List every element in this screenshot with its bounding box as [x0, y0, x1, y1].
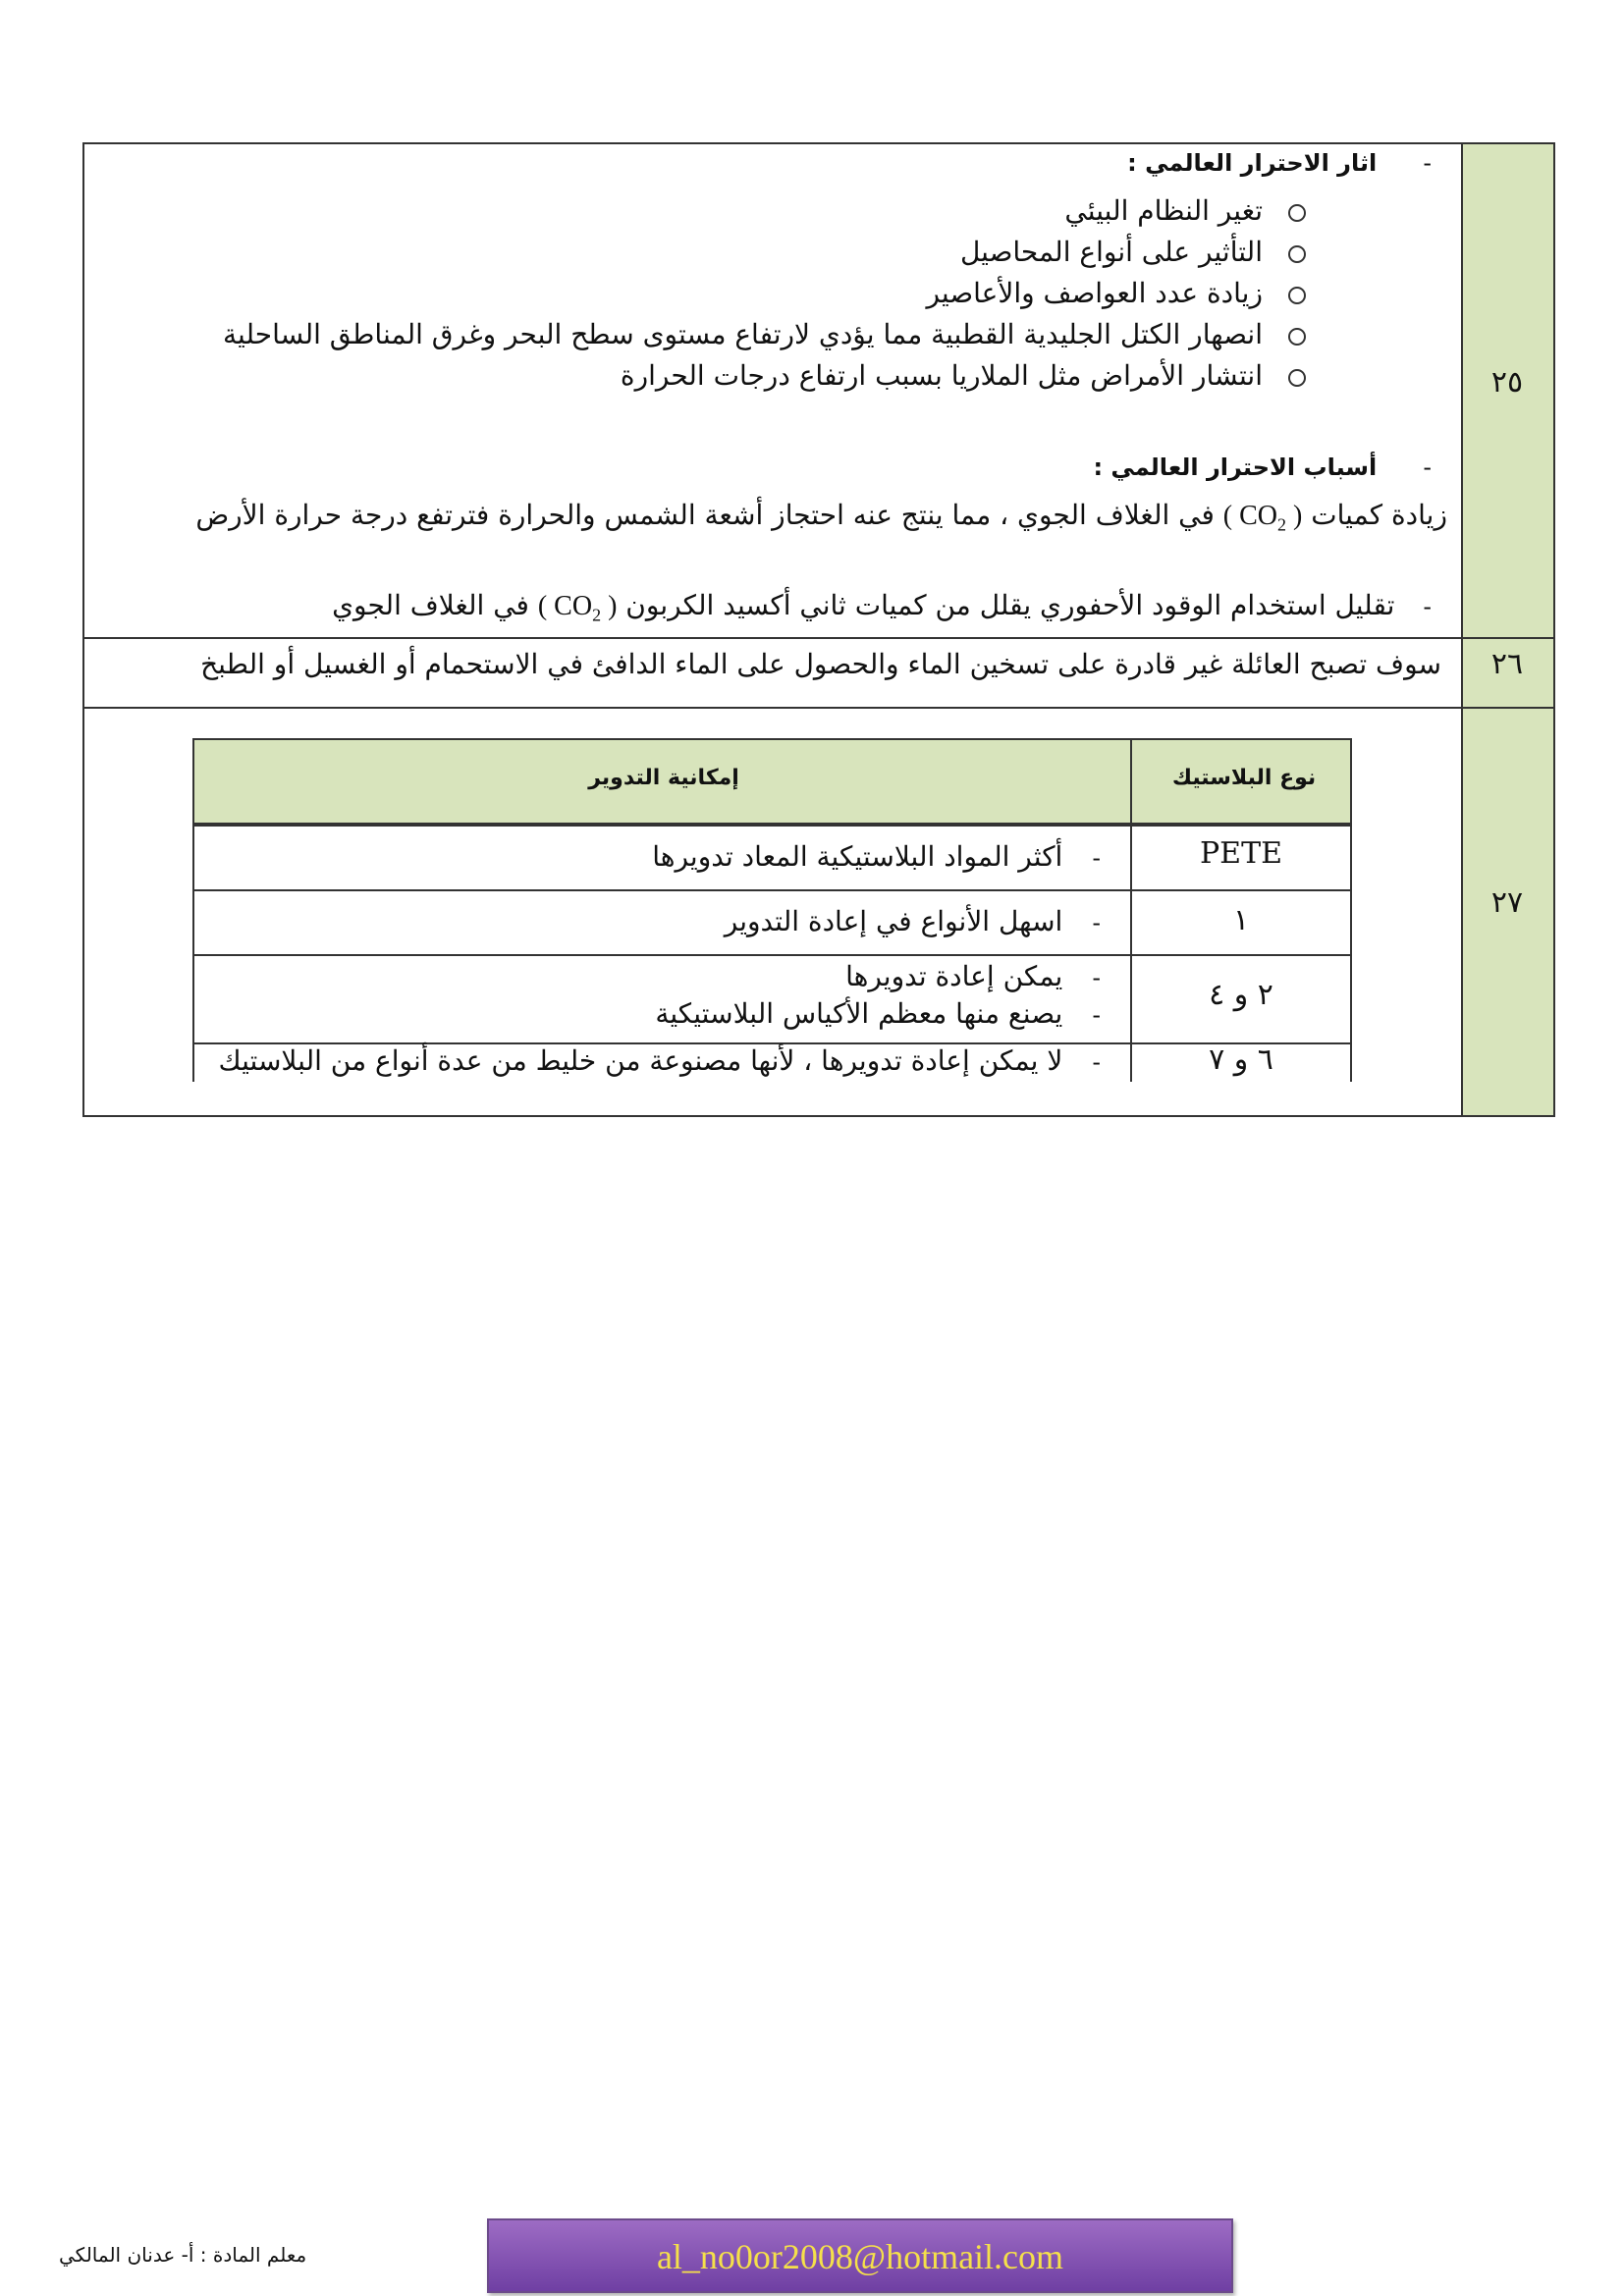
circle-bullet-icon: [1288, 204, 1306, 222]
recycle-item: -أكثر المواد البلاستيكية المعاد تدويرها: [652, 840, 1101, 873]
footer-teacher: معلم المادة : أ- عدنان المالكي: [59, 2243, 307, 2267]
recycle-item: -يصنع منها معظم الأكياس البلاستيكية: [655, 997, 1101, 1030]
plastic-type-cell: PETE: [1200, 836, 1282, 871]
recycle-item: -لا يمكن إعادة تدويرها ، لأنها مصنوعة من خليط من عدة أنواع من البلاستيك: [218, 1044, 1101, 1077]
circle-bullet-icon: [1288, 369, 1306, 387]
plastics-table: [192, 738, 1352, 1082]
row-divider: [192, 825, 1352, 827]
co2-formula: ( $CO_2$ ): [1222, 501, 1303, 535]
recycle-item: -يمكن إعادة تدويرها: [845, 960, 1101, 992]
effect-item: التأثير على أنواع المحاصيل: [960, 236, 1306, 268]
circle-bullet-icon: [1288, 328, 1306, 346]
header-plastic-type: نوع البلاستيك: [1171, 766, 1317, 790]
plastic-type-cell: ٢ و ٤: [1209, 978, 1273, 1012]
dash-marker: -: [1423, 454, 1432, 481]
question-number-26: ٢٦: [1490, 647, 1524, 681]
question-number-column: [1461, 144, 1553, 1115]
effects-heading: اثار الاحترار العالمي :: [1127, 149, 1378, 177]
solution-text: - تقليل استخدام الوقود الأحفوري يقلل من كميات ثاني أكسيد الكربون ( $CO_2$ ) في الغلاف الجوي: [332, 589, 1432, 625]
row-divider: [192, 954, 1352, 956]
dash-marker: -: [1423, 149, 1432, 177]
cause-text: زيادة كميات ( $CO_2$ ) في الغلاف الجوي ، مما ينتج عنه احتجاز أشعة الشمس والحرارة فترتفع درجة حرارة الأرض: [195, 499, 1447, 535]
effect-item: انتشار الأمراض مثل الملاريا بسبب ارتفاع درجات الحرارة: [621, 359, 1306, 392]
row-divider: [192, 889, 1352, 891]
recycle-item: -اسهل الأنواع في إعادة التدوير: [724, 905, 1101, 937]
question-number-25: ٢٥: [1490, 365, 1524, 400]
effect-item: انصهار الكتل الجليدية القطبية مما يؤدي لارتفاع مستوى سطح البحر وغرق المناطق الساحلية: [223, 318, 1306, 350]
row-divider: [84, 707, 1553, 709]
circle-bullet-icon: [1288, 287, 1306, 304]
plastic-type-cell: ٦ و ٧: [1209, 1042, 1273, 1077]
effect-item: تغير النظام البيئي: [1064, 194, 1306, 227]
email-banner: [487, 2218, 1233, 2293]
header-recyclability: إمكانية التدوير: [588, 766, 739, 790]
causes-heading: أسباب الاحترار العالمي :: [1093, 454, 1378, 481]
circle-bullet-icon: [1288, 245, 1306, 263]
footer-email: al_no0or2008@hotmail.com: [656, 2237, 1064, 2276]
question-number-27: ٢٧: [1490, 885, 1524, 920]
row-divider: [84, 637, 1553, 639]
q26-answer: سوف تصبح العائلة غير قادرة على تسخين الماء والحصول على الماء الدافئ في الاستحمام أو الغسيل أو الطبخ: [200, 648, 1441, 680]
plastic-type-cell: ١: [1232, 903, 1250, 937]
causes-heading-line: [1093, 454, 1432, 481]
co2-formula: ( $CO_2$ ): [537, 591, 618, 625]
effect-item: زيادة عدد العواصف والأعاصير: [926, 277, 1306, 309]
dash-marker: -: [1423, 593, 1432, 620]
effects-heading-line: [1127, 149, 1432, 177]
